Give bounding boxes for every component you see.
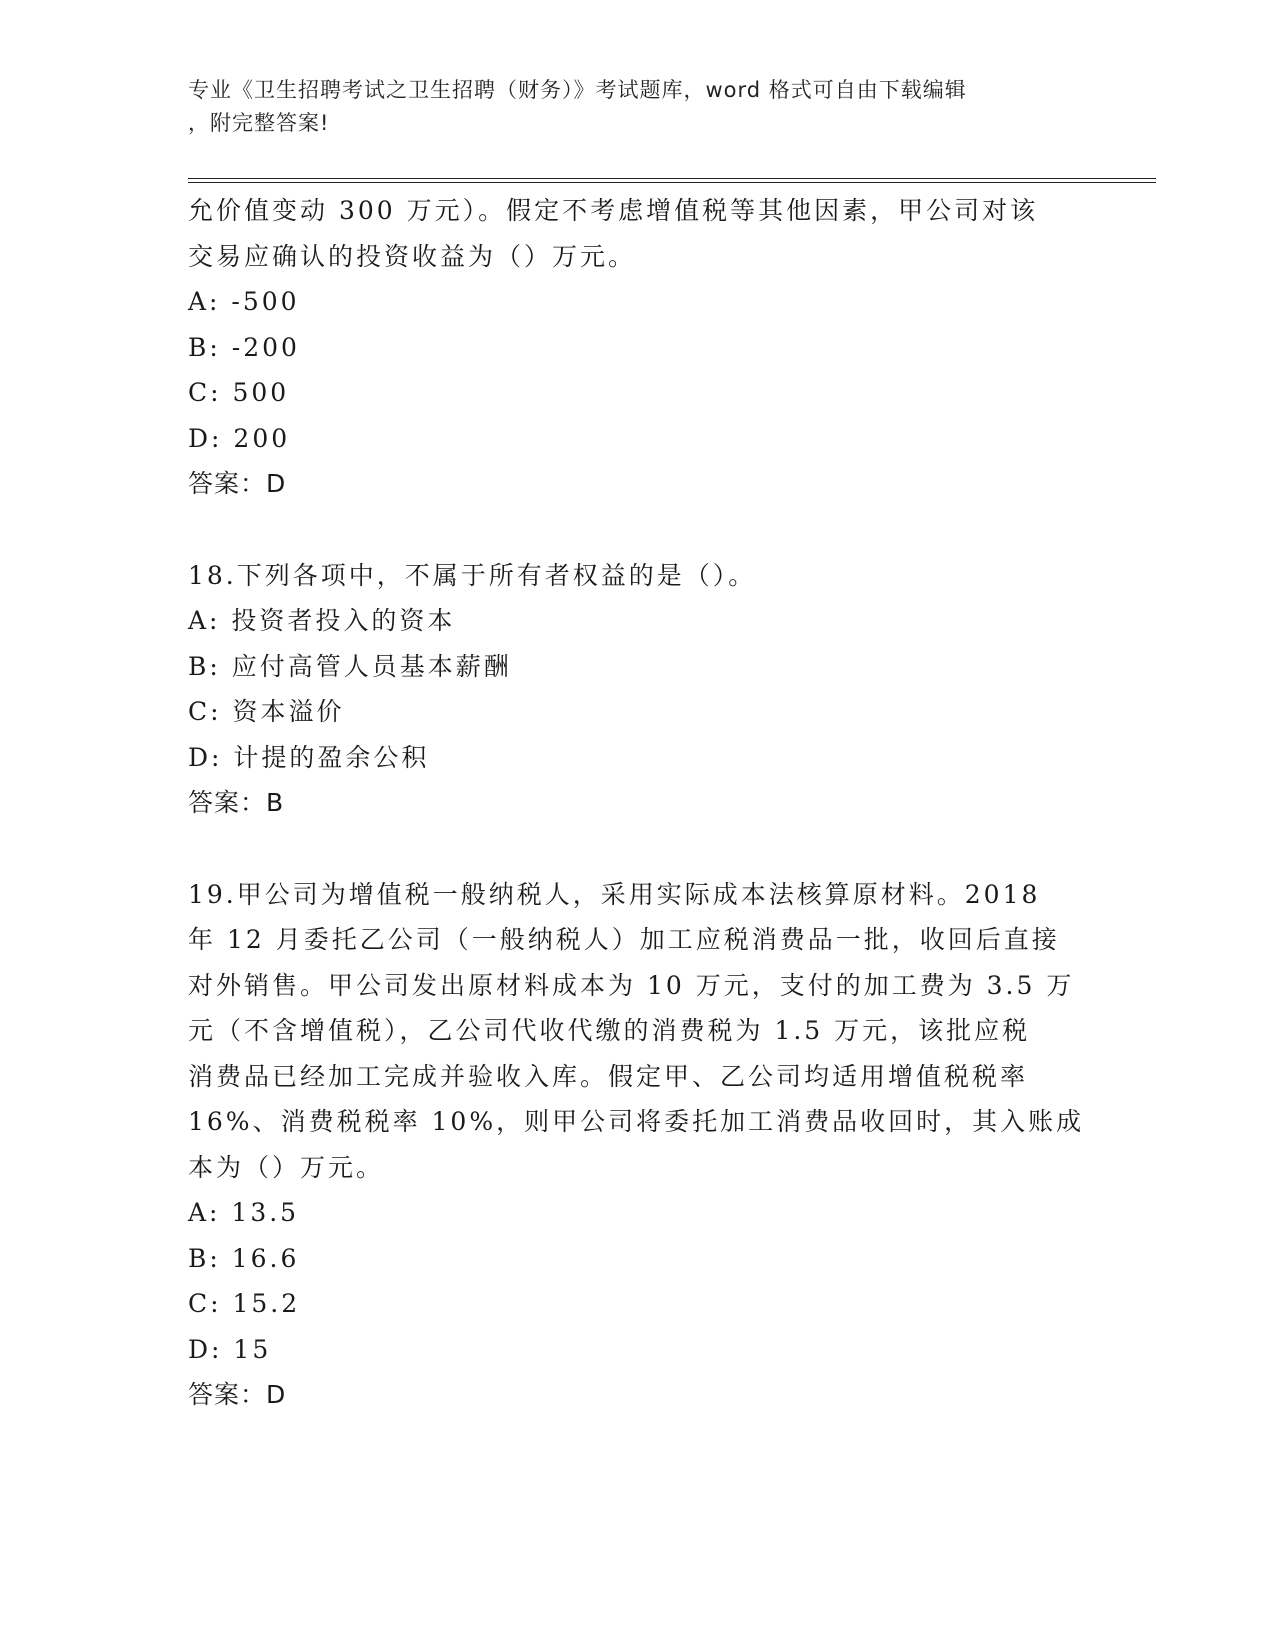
question-text-line: 消费品已经加工完成并验收入库。假定甲、乙公司均适用增值税税率 [188, 1061, 1029, 1091]
option-a: A: -500 [188, 287, 300, 316]
header-title-line-1: 专业《卫生招聘考试之卫生招聘（财务）》考试题库，word 格式可自由下载编辑 [188, 78, 967, 102]
option-d: D: 15 [188, 1334, 272, 1364]
answer: 答案：B [188, 788, 285, 817]
page-header [188, 74, 1068, 140]
answer: 答案：D [188, 469, 287, 498]
option-b: B: -200 [188, 332, 300, 362]
option-c: C: 15.2 [188, 1289, 301, 1318]
option-b: B: 16.6 [188, 1243, 300, 1273]
spacer [188, 826, 1088, 872]
question-text-line: 16%、消费税税率 10%，则甲公司将委托加工消费品收回时，其入账成 [188, 1107, 1085, 1136]
document-body [188, 188, 1088, 1418]
question-text-line: 18.下列各项中，不属于所有者权益的是（）。 [188, 560, 757, 590]
spacer [188, 507, 1088, 553]
question-18 [188, 553, 1088, 826]
question-text-line: 19.甲公司为增值税一般纳税人，采用实际成本法核算原材料。2018 [188, 879, 1041, 909]
question-17 [188, 188, 1088, 507]
answer: 答案：D [188, 1380, 287, 1409]
question-text-line: 年 12 月委托乙公司（一般纳税人）加工应税消费品一批，收回后直接 [188, 925, 1060, 954]
question-19 [188, 872, 1088, 1418]
question-text-line: 本为（）万元。 [188, 1152, 385, 1182]
option-c: C: 资本溢价 [188, 697, 345, 726]
question-text-line: 交易应确认的投资收益为（）万元。 [188, 241, 637, 271]
question-text-line: 对外销售。甲公司发出原材料成本为 10 万元，支付的加工费为 3.5 万 [188, 970, 1075, 1000]
header-double-rule [188, 178, 1156, 183]
option-a: A: 投资者投入的资本 [188, 606, 456, 635]
question-text-line: 元（不含增值税），乙公司代收代缴的消费税为 1.5 万元，该批应税 [188, 1016, 1031, 1045]
option-a: A: 13.5 [188, 1198, 300, 1227]
question-text-line: 允价值变动 300 万元）。假定不考虑增值税等其他因素，甲公司对该 [188, 196, 1039, 225]
header-title-line-2: ，附完整答案! [188, 111, 330, 135]
option-d: D: 200 [188, 423, 291, 453]
option-d: D: 计提的盈余公积 [188, 742, 430, 772]
option-c: C: 500 [188, 378, 290, 407]
option-b: B: 应付高管人员基本薪酬 [188, 651, 512, 681]
